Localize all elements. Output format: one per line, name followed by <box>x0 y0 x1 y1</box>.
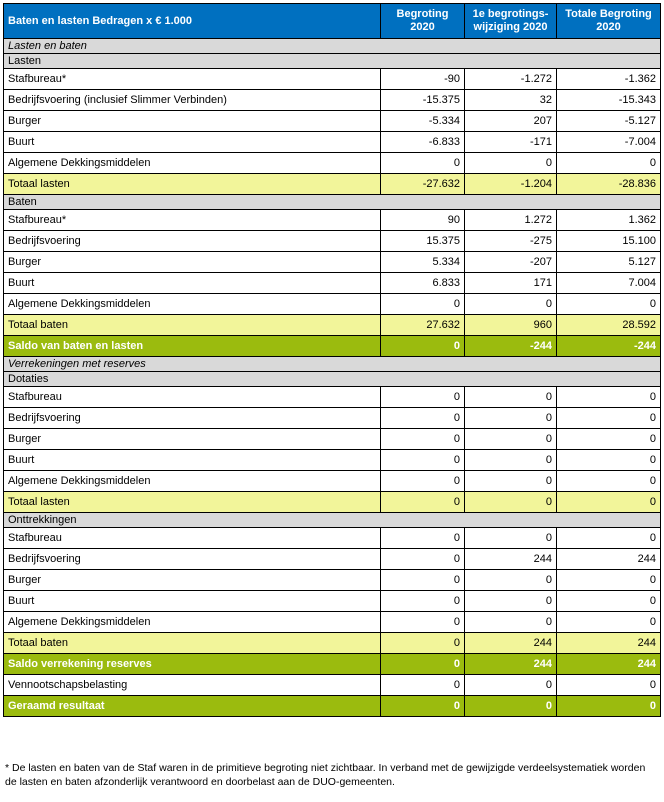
row-value-1: 0 <box>381 675 465 696</box>
section-header-row <box>4 39 661 54</box>
row-label: Lasten <box>4 54 661 69</box>
subsection-header-row <box>4 372 661 387</box>
row-label: Buurt <box>4 450 381 471</box>
column-header-totaal: Totale Begroting 2020 <box>557 4 661 39</box>
table-row <box>4 273 661 294</box>
row-value-3: 244 <box>557 654 661 675</box>
row-value-1: 5.334 <box>381 252 465 273</box>
row-label: Onttrekkingen <box>4 513 661 528</box>
row-label: Baten <box>4 195 661 210</box>
row-value-1: 0 <box>381 633 465 654</box>
table-row <box>4 408 661 429</box>
budget-table-container <box>3 3 660 717</box>
row-label: Lasten en baten <box>4 39 661 54</box>
row-value-2: 0 <box>465 612 557 633</box>
table-row <box>4 252 661 273</box>
row-value-2: 0 <box>465 294 557 315</box>
row-value-3: 244 <box>557 549 661 570</box>
row-label: Burger <box>4 111 381 132</box>
row-label: Bedrijfsvoering <box>4 549 381 570</box>
row-value-3: 0 <box>557 696 661 717</box>
row-value-1: 0 <box>381 654 465 675</box>
row-label: Buurt <box>4 132 381 153</box>
row-value-3: -5.127 <box>557 111 661 132</box>
row-value-1: 0 <box>381 549 465 570</box>
table-row <box>4 210 661 231</box>
total-row <box>4 174 661 195</box>
row-value-1: 0 <box>381 450 465 471</box>
row-value-1: 15.375 <box>381 231 465 252</box>
budget-table <box>3 3 661 717</box>
row-label: Bedrijfsvoering (inclusief Slimmer Verbinden) <box>4 90 381 111</box>
column-header-begroting: Begroting 2020 <box>381 4 465 39</box>
table-row <box>4 612 661 633</box>
row-value-1: 27.632 <box>381 315 465 336</box>
row-label: Saldo verrekening reserves <box>4 654 381 675</box>
row-value-1: -15.375 <box>381 90 465 111</box>
table-body <box>4 39 661 717</box>
saldo-row <box>4 336 661 357</box>
subsection-header-row <box>4 54 661 69</box>
row-label: Totaal lasten <box>4 492 381 513</box>
row-value-3: 0 <box>557 675 661 696</box>
row-value-2: 0 <box>465 429 557 450</box>
row-label: Algemene Dekkingsmiddelen <box>4 294 381 315</box>
row-label: Stafbureau <box>4 387 381 408</box>
table-row <box>4 111 661 132</box>
row-value-2: 0 <box>465 570 557 591</box>
row-value-3: 28.592 <box>557 315 661 336</box>
table-row <box>4 528 661 549</box>
row-value-3: 0 <box>557 387 661 408</box>
row-value-1: -90 <box>381 69 465 90</box>
section-header-row <box>4 357 661 372</box>
row-label: Stafbureau <box>4 528 381 549</box>
footnote: * De lasten en baten van de Staf waren in de primitieve begroting niet zichtbaar. In verband met de gewijzigde verdeelsystematiek worden de lasten en baten afzonderlijk verantwoord en doorbelast aan de DUO-gemeenten. <box>5 762 646 788</box>
row-label: Verrekeningen met reserves <box>4 357 661 372</box>
table-row <box>4 471 661 492</box>
row-label: Algemene Dekkingsmiddelen <box>4 612 381 633</box>
row-value-2: 0 <box>465 492 557 513</box>
row-value-1: 0 <box>381 429 465 450</box>
row-value-1: 0 <box>381 336 465 357</box>
row-label: Algemene Dekkingsmiddelen <box>4 153 381 174</box>
table-row <box>4 231 661 252</box>
row-value-2: 0 <box>465 153 557 174</box>
row-value-1: -5.334 <box>381 111 465 132</box>
row-value-3: 7.004 <box>557 273 661 294</box>
row-value-3: 1.362 <box>557 210 661 231</box>
row-value-3: 0 <box>557 429 661 450</box>
row-value-1: 0 <box>381 408 465 429</box>
row-value-2: 0 <box>465 591 557 612</box>
row-value-3: 0 <box>557 528 661 549</box>
row-label: Geraamd resultaat <box>4 696 381 717</box>
row-value-2: 0 <box>465 471 557 492</box>
row-label: Totaal lasten <box>4 174 381 195</box>
table-row <box>4 570 661 591</box>
row-label: Burger <box>4 570 381 591</box>
row-label: Saldo van baten en lasten <box>4 336 381 357</box>
row-value-1: 0 <box>381 387 465 408</box>
row-value-1: 0 <box>381 492 465 513</box>
table-row <box>4 153 661 174</box>
total-row <box>4 633 661 654</box>
row-value-3: -28.836 <box>557 174 661 195</box>
row-value-3: 0 <box>557 153 661 174</box>
row-value-2: 0 <box>465 675 557 696</box>
row-value-2: 244 <box>465 633 557 654</box>
row-value-3: -1.362 <box>557 69 661 90</box>
row-value-2: 32 <box>465 90 557 111</box>
row-value-3: 5.127 <box>557 252 661 273</box>
row-value-3: 15.100 <box>557 231 661 252</box>
total-row <box>4 492 661 513</box>
row-value-2: 244 <box>465 654 557 675</box>
row-value-2: -1.272 <box>465 69 557 90</box>
row-value-2: -244 <box>465 336 557 357</box>
row-value-3: 0 <box>557 294 661 315</box>
table-row <box>4 591 661 612</box>
table-header-row <box>4 4 661 39</box>
row-label: Burger <box>4 429 381 450</box>
row-value-2: 960 <box>465 315 557 336</box>
row-value-1: 0 <box>381 591 465 612</box>
row-value-3: 0 <box>557 492 661 513</box>
row-value-2: 0 <box>465 408 557 429</box>
row-value-3: -7.004 <box>557 132 661 153</box>
row-value-3: 0 <box>557 450 661 471</box>
saldo-row <box>4 654 661 675</box>
subsection-header-row <box>4 513 661 528</box>
table-row <box>4 387 661 408</box>
subsection-header-row <box>4 195 661 210</box>
row-value-1: 0 <box>381 153 465 174</box>
row-value-3: 244 <box>557 633 661 654</box>
table-row <box>4 675 661 696</box>
row-value-1: 0 <box>381 528 465 549</box>
column-header-wijziging: 1e begrotings-wijziging 2020 <box>465 4 557 39</box>
row-label: Burger <box>4 252 381 273</box>
row-value-1: -27.632 <box>381 174 465 195</box>
row-label: Buurt <box>4 273 381 294</box>
table-row <box>4 549 661 570</box>
table-row <box>4 294 661 315</box>
row-value-1: 6.833 <box>381 273 465 294</box>
row-value-2: 0 <box>465 696 557 717</box>
row-value-1: -6.833 <box>381 132 465 153</box>
row-value-3: -15.343 <box>557 90 661 111</box>
row-value-3: 0 <box>557 471 661 492</box>
table-row <box>4 69 661 90</box>
row-value-2: 207 <box>465 111 557 132</box>
row-value-2: -207 <box>465 252 557 273</box>
row-label: Algemene Dekkingsmiddelen <box>4 471 381 492</box>
table-row <box>4 90 661 111</box>
row-value-2: 1.272 <box>465 210 557 231</box>
row-label: Dotaties <box>4 372 661 387</box>
row-value-3: 0 <box>557 591 661 612</box>
total-row <box>4 315 661 336</box>
row-value-2: 0 <box>465 528 557 549</box>
row-label: Stafbureau* <box>4 210 381 231</box>
row-value-1: 0 <box>381 570 465 591</box>
table-row <box>4 429 661 450</box>
table-row <box>4 132 661 153</box>
row-value-2: 244 <box>465 549 557 570</box>
row-value-2: 171 <box>465 273 557 294</box>
table-title: Baten en lasten Bedragen x € 1.000 <box>4 4 381 39</box>
row-value-1: 90 <box>381 210 465 231</box>
row-value-2: 0 <box>465 450 557 471</box>
row-label: Buurt <box>4 591 381 612</box>
row-label: Totaal baten <box>4 633 381 654</box>
saldo-row <box>4 696 661 717</box>
row-value-3: 0 <box>557 570 661 591</box>
row-value-1: 0 <box>381 294 465 315</box>
row-value-2: 0 <box>465 387 557 408</box>
row-value-3: -244 <box>557 336 661 357</box>
row-label: Bedrijfsvoering <box>4 408 381 429</box>
row-value-1: 0 <box>381 471 465 492</box>
row-value-3: 0 <box>557 408 661 429</box>
row-value-2: -275 <box>465 231 557 252</box>
table-row <box>4 450 661 471</box>
row-label: Totaal baten <box>4 315 381 336</box>
row-label: Stafbureau* <box>4 69 381 90</box>
row-label: Vennootschapsbelasting <box>4 675 381 696</box>
row-value-2: -1.204 <box>465 174 557 195</box>
row-value-3: 0 <box>557 612 661 633</box>
row-value-2: -171 <box>465 132 557 153</box>
row-label: Bedrijfsvoering <box>4 231 381 252</box>
row-value-1: 0 <box>381 612 465 633</box>
row-value-1: 0 <box>381 696 465 717</box>
